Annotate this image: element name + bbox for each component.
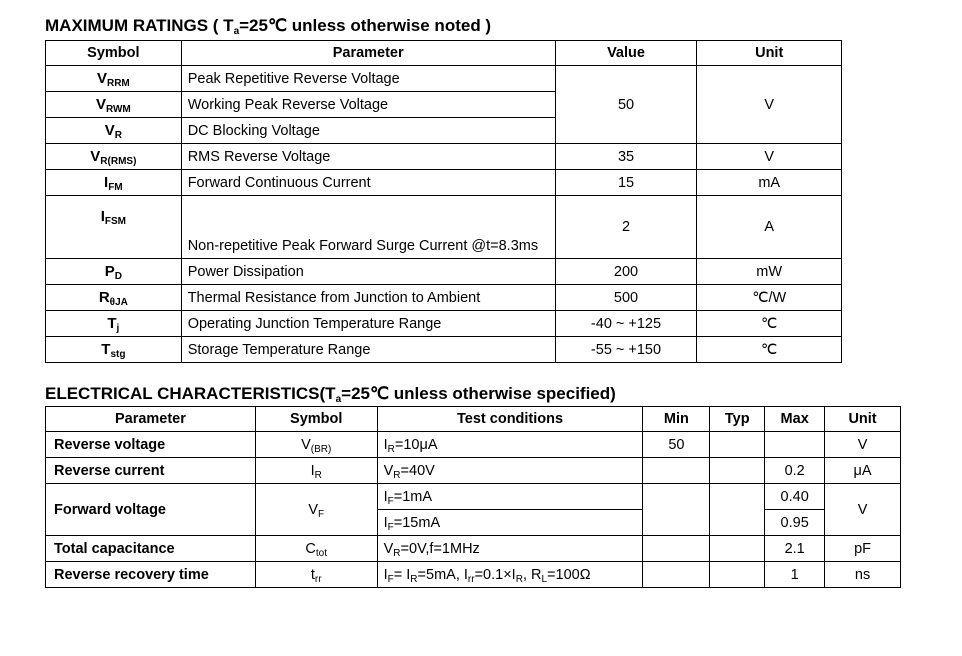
parameter-cell: Storage Temperature Range	[181, 337, 555, 363]
condition-text: = I	[393, 566, 411, 583]
symbol: C	[305, 540, 316, 557]
condition-text: =100Ω	[547, 566, 591, 583]
condition-subscript: R	[387, 443, 395, 455]
symbol: I	[104, 174, 109, 191]
min-cell	[643, 562, 710, 588]
header-symbol: Symbol	[255, 407, 377, 432]
table-row	[46, 285, 842, 311]
min-cell	[643, 458, 710, 484]
condition-subscript: R	[410, 573, 418, 585]
condition-subscript: F	[387, 521, 394, 533]
header-min: Min	[643, 407, 710, 432]
table-row	[46, 66, 842, 92]
test-condition-cell	[377, 432, 643, 458]
symbol-subscript: stg	[110, 349, 126, 360]
symbol-cell	[46, 285, 182, 311]
condition-text: I	[383, 514, 388, 531]
table-row	[46, 458, 901, 484]
table-row	[46, 144, 842, 170]
symbol: I	[310, 462, 315, 479]
condition-text: , R	[522, 566, 542, 583]
typ-cell	[710, 562, 765, 588]
condition-text: V	[383, 540, 394, 557]
symbol-subscript: FSM	[104, 216, 126, 227]
table-row	[46, 484, 901, 510]
condition-text: =10μA	[394, 436, 438, 453]
symbol-cell	[46, 66, 182, 92]
test-condition-cell	[377, 510, 643, 536]
parameter-cell: Non-repetitive Peak Forward Surge Current @t=8.3ms	[181, 196, 555, 259]
symbol-cell	[46, 259, 182, 285]
header-test-conditions: Test conditions	[377, 407, 643, 432]
symbol-subscript: RRM	[106, 78, 130, 89]
symbol: t	[310, 566, 315, 583]
title-text: ELECTRICAL CHARACTERISTICS(T	[45, 384, 336, 403]
header-unit: Unit	[825, 407, 901, 432]
table-row	[46, 562, 901, 588]
symbol-subscript: FM	[108, 182, 123, 193]
condition-text: I	[383, 436, 388, 453]
title-text: =25℃ unless otherwise specified)	[341, 384, 616, 403]
symbol-subscript: D	[114, 271, 122, 282]
value-cell: -40 ~ +125	[555, 311, 697, 337]
parameter-cell: Reverse recovery time	[46, 562, 256, 588]
max-ratings-title	[45, 16, 491, 36]
parameter-cell: Reverse voltage	[46, 432, 256, 458]
max-cell: 0.2	[765, 458, 825, 484]
unit-cell: ℃/W	[697, 285, 842, 311]
condition-subscript: rr	[467, 573, 475, 585]
condition-subscript: L	[541, 573, 548, 585]
unit-cell: μA	[825, 458, 901, 484]
symbol-subscript: j	[116, 323, 120, 334]
symbol-cell	[46, 170, 182, 196]
header-parameter: Parameter	[181, 41, 555, 66]
condition-text: =0.1×I	[474, 566, 516, 583]
test-condition-cell	[377, 562, 643, 588]
parameter-cell: Power Dissipation	[181, 259, 555, 285]
symbol-subscript: R	[314, 469, 322, 481]
max-cell: 1	[765, 562, 825, 588]
symbol: P	[104, 263, 115, 280]
symbol-subscript: rr	[314, 573, 322, 585]
symbol-subscript: θJA	[109, 297, 128, 308]
max-ratings-table	[45, 40, 842, 363]
title-text: MAXIMUM RATINGS ( T	[45, 16, 234, 35]
electrical-characteristics-table	[45, 406, 901, 588]
symbol: V	[90, 148, 101, 165]
parameter-cell: Operating Junction Temperature Range	[181, 311, 555, 337]
header-row	[46, 41, 842, 66]
table-row	[46, 311, 842, 337]
condition-text: I	[383, 488, 388, 505]
min-cell: 50	[643, 432, 710, 458]
unit-cell: ns	[825, 562, 901, 588]
unit-cell: ℃	[697, 311, 842, 337]
symbol-cell	[46, 144, 182, 170]
condition-text: V	[383, 462, 394, 479]
min-cell	[643, 484, 710, 536]
symbol: V	[95, 96, 106, 113]
typ-cell	[710, 484, 765, 536]
symbol-subscript: R	[114, 130, 122, 141]
symbol-subscript: F	[318, 508, 325, 520]
header-max: Max	[765, 407, 825, 432]
condition-subscript: R	[393, 547, 401, 559]
header-symbol: Symbol	[46, 41, 182, 66]
symbol: V	[301, 436, 311, 453]
test-condition-cell	[377, 484, 643, 510]
header-value: Value	[555, 41, 697, 66]
condition-subscript: F	[387, 573, 394, 585]
max-cell	[765, 432, 825, 458]
table-row	[46, 536, 901, 562]
symbol-cell	[46, 311, 182, 337]
unit-cell: V	[825, 484, 901, 536]
value-cell: 200	[555, 259, 697, 285]
value-cell: 35	[555, 144, 697, 170]
symbol-cell	[255, 432, 377, 458]
unit-cell: ℃	[697, 337, 842, 363]
symbol: I	[100, 208, 105, 225]
condition-text: I	[383, 566, 388, 583]
parameter-cell: Working Peak Reverse Voltage	[181, 92, 555, 118]
symbol-cell	[46, 118, 182, 144]
symbol-cell	[46, 92, 182, 118]
symbol: T	[107, 315, 117, 332]
unit-cell: V	[697, 66, 842, 144]
typ-cell	[710, 432, 765, 458]
symbol-subscript: tot	[315, 547, 328, 559]
symbol-subscript: R(RMS)	[100, 156, 137, 167]
typ-cell	[710, 536, 765, 562]
value-cell: 500	[555, 285, 697, 311]
table-row	[46, 259, 842, 285]
title-subscript: a	[335, 394, 342, 405]
test-condition-cell	[377, 536, 643, 562]
value-cell: 15	[555, 170, 697, 196]
condition-text: =15mA	[393, 514, 441, 531]
condition-text: =5mA, I	[417, 566, 468, 583]
header-typ: Typ	[710, 407, 765, 432]
unit-cell: pF	[825, 536, 901, 562]
symbol: R	[98, 289, 110, 306]
symbol: V	[308, 501, 319, 518]
max-cell: 0.95	[765, 510, 825, 536]
value-cell: 50	[555, 66, 697, 144]
symbol-subscript: (BR)	[310, 443, 332, 455]
unit-cell: mA	[697, 170, 842, 196]
symbol-subscript: RWM	[105, 104, 131, 115]
parameter-cell: Total capacitance	[46, 536, 256, 562]
header-row	[46, 407, 901, 432]
table-row	[46, 170, 842, 196]
symbol: V	[104, 122, 115, 139]
min-cell	[643, 536, 710, 562]
condition-text: =1mA	[393, 488, 433, 505]
header-unit: Unit	[697, 41, 842, 66]
title-text: =25℃ unless otherwise noted )	[239, 16, 492, 35]
symbol-cell	[255, 536, 377, 562]
max-cell: 2.1	[765, 536, 825, 562]
parameter-cell: RMS Reverse Voltage	[181, 144, 555, 170]
table-row	[46, 196, 842, 259]
electrical-characteristics-title	[45, 384, 616, 404]
unit-cell: V	[825, 432, 901, 458]
value-cell: -55 ~ +150	[555, 337, 697, 363]
condition-text: =0V,f=1MHz	[400, 540, 480, 557]
parameter-cell: DC Blocking Voltage	[181, 118, 555, 144]
condition-text: =40V	[400, 462, 435, 479]
title-subscript: a	[233, 26, 240, 37]
value-cell: 2	[555, 196, 697, 259]
symbol-cell	[255, 458, 377, 484]
condition-subscript: R	[515, 573, 523, 585]
parameter-cell: Thermal Resistance from Junction to Ambient	[181, 285, 555, 311]
unit-cell: A	[697, 196, 842, 259]
condition-subscript: F	[387, 495, 394, 507]
symbol-cell	[46, 196, 182, 259]
symbol-cell	[255, 562, 377, 588]
condition-subscript: R	[393, 469, 401, 481]
symbol-cell	[46, 337, 182, 363]
parameter-cell: Peak Repetitive Reverse Voltage	[181, 66, 555, 92]
test-condition-cell	[377, 458, 643, 484]
parameter-cell: Forward Continuous Current	[181, 170, 555, 196]
symbol: V	[96, 70, 107, 87]
max-cell: 0.40	[765, 484, 825, 510]
unit-cell: mW	[697, 259, 842, 285]
table-row	[46, 337, 842, 363]
symbol: T	[101, 341, 111, 358]
symbol-cell	[255, 484, 377, 536]
parameter-cell: Reverse current	[46, 458, 256, 484]
unit-cell: V	[697, 144, 842, 170]
typ-cell	[710, 458, 765, 484]
table-row	[46, 432, 901, 458]
header-parameter: Parameter	[46, 407, 256, 432]
parameter-cell: Forward voltage	[46, 484, 256, 536]
